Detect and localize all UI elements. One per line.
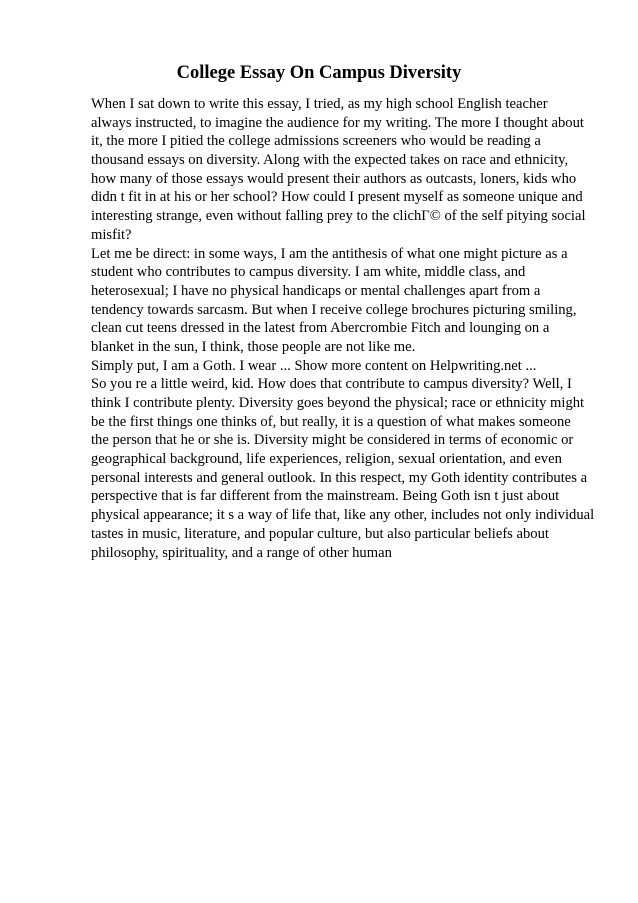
essay-line: it, the more I pitied the college admissions screeners who would be reading a (91, 133, 541, 150)
essay-line: heterosexual; I have no physical handicaps or mental challenges apart from a (91, 282, 541, 299)
essay-line: perspective that is far different from the mainstream. Being Goth isn t just about (91, 488, 560, 505)
essay-line: personal interests and general outlook. In this respect, my Goth identity contributes a (91, 469, 588, 486)
essay-line: how many of those essays would present their authors as outcasts, loners, kids who (91, 170, 577, 187)
essay-line: think I contribute plenty. Diversity goes beyond the physical; race or ethnicity might (91, 395, 585, 411)
essay-line: always instructed, to imagine the audience for my writing. The more I thought about (91, 114, 584, 131)
essay-line: Simply put, I am a Goth. I wear ... Show more content on Helpwriting.net ... (91, 357, 537, 374)
essay-line: be the first things one thinks of, but really, it is a question of what makes someone (91, 413, 571, 430)
essay-line: didn t fit in at his or her school? How could I present myself as someone unique and (91, 189, 583, 206)
essay-line: the person that he or she is. Diversity might be considered in terms of economic or (91, 432, 574, 449)
essay-line: thousand essays on diversity. Along with the expected takes on race and ethnicity, (91, 152, 569, 169)
essay-line: clean cut teens dressed in the latest from Abercrombie Fitch and lounging on a (91, 320, 550, 337)
essay-line: So you re a little weird, kid. How does that contribute to campus diversity? Well, I (91, 376, 572, 393)
essay-body (91, 95, 611, 562)
essay-line: Let me be direct: in some ways, I am the antithesis of what one might picture as a (91, 245, 568, 262)
essay-line: tendency towards sarcasm. But when I receive college brochures picturing smiling, (91, 301, 577, 318)
essay-line: tastes in music, literature, and popular culture, but also particular beliefs about (91, 525, 549, 542)
essay-line: misfit? (91, 226, 132, 243)
essay-line: When I sat down to write this essay, I tried, as my high school English teacher (91, 96, 548, 112)
essay-line: philosophy, spirituality, and a range of other human (91, 544, 392, 561)
document-title: College Essay On Campus Diversity (176, 63, 462, 83)
essay-line: student who contributes to campus diversity. I am white, middle class, and (91, 264, 526, 281)
essay-line: physical appearance; it s a way of life that, like any other, includes not only individual (91, 507, 595, 524)
essay-line: geographical background, life experiences, religion, sexual orientation, and even (91, 451, 562, 468)
essay-line: interesting strange, even without falling prey to the clichΓ© of the self pitying social (91, 208, 586, 225)
essay-line: blanket in the sun, I think, those people are not like me. (91, 338, 416, 355)
